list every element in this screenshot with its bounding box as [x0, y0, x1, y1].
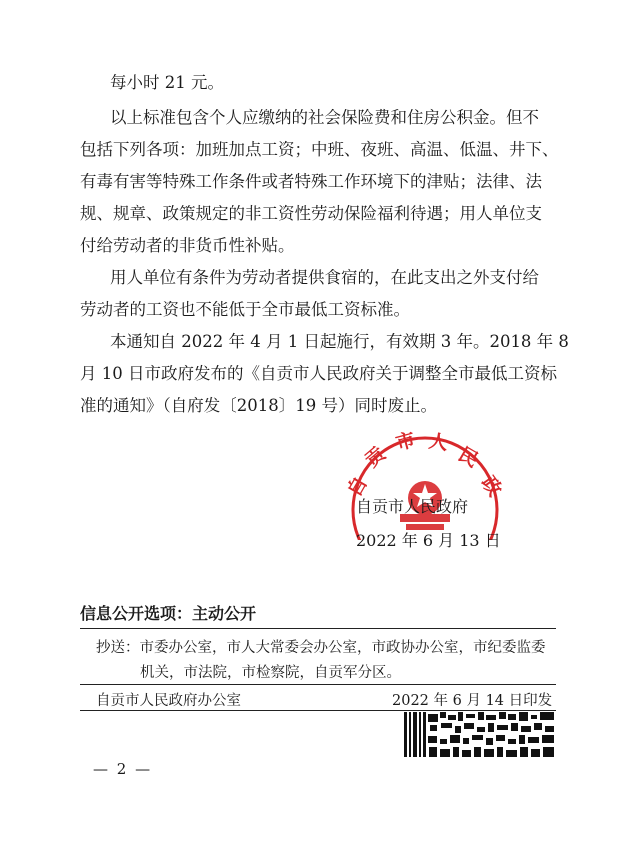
body-line-6: 付给劳动者的非货币性补贴。	[80, 236, 295, 255]
rule-mid	[80, 684, 556, 685]
disclosure-option: 信息公开选项：主动公开	[80, 604, 257, 623]
rule-bottom	[80, 710, 556, 711]
rule-top	[80, 628, 556, 629]
body-line-7: 用人单位有条件为劳动者提供食宿的，在此支出之外支付给	[110, 268, 539, 287]
body-line-10: 月 10 日市政府发布的《自贡市人民政府关于调整全市最低工资标	[80, 364, 557, 383]
svg-text:自: 自	[343, 473, 372, 501]
cc-recipients-1: 市委办公室，市人大常委会办公室，市政协办公室，市纪委监委	[139, 640, 546, 656]
cc-label: 抄送：	[96, 640, 140, 656]
svg-text:贡: 贡	[361, 442, 390, 472]
svg-text:人: 人	[427, 430, 450, 455]
issuer-name: 自贡市人民政府	[356, 497, 469, 516]
body-line-1: 每小时 21 元。	[110, 73, 224, 92]
issue-date: 2022 年 6 月 13 日	[356, 531, 501, 550]
body-line-8: 劳动者的工资也不能低于全市最低工资标准。	[80, 300, 410, 319]
footer-office: 自贡市人民政府办公室	[96, 693, 241, 709]
official-seal-icon	[340, 420, 510, 540]
body-line-2: 以上标准包含个人应缴纳的社会保险费和住房公积金。但不	[110, 108, 539, 127]
footer-print-date: 2022 年 6 月 14 日印发	[392, 693, 553, 709]
cc-recipients-2: 机关，市法院，市检察院，自贡军分区。	[140, 665, 401, 681]
body-line-3: 包括下列各项：加班加点工资；中班、夜班、高温、低温、井下、	[80, 140, 559, 159]
body-line-5: 规、规章、政策规定的非工资性劳动保险福利待遇；用人单位支	[80, 204, 542, 223]
body-line-4: 有毒有害等特殊工作条件或者特殊工作环境下的津贴；法律、法	[80, 172, 542, 191]
page-number: — 2 —	[93, 760, 153, 778]
svg-text:民: 民	[454, 443, 482, 472]
svg-text:政: 政	[476, 472, 506, 501]
cc-line-1	[96, 636, 546, 657]
body-line-9: 本通知自 2022 年 4 月 1 日起施行，有效期 3 年。2018 年 8	[110, 332, 569, 351]
barcode-icon	[404, 712, 554, 757]
svg-text:市: 市	[393, 428, 418, 455]
body-line-11: 准的通知》（自府发〔2018〕19 号）同时废止。	[80, 396, 437, 415]
